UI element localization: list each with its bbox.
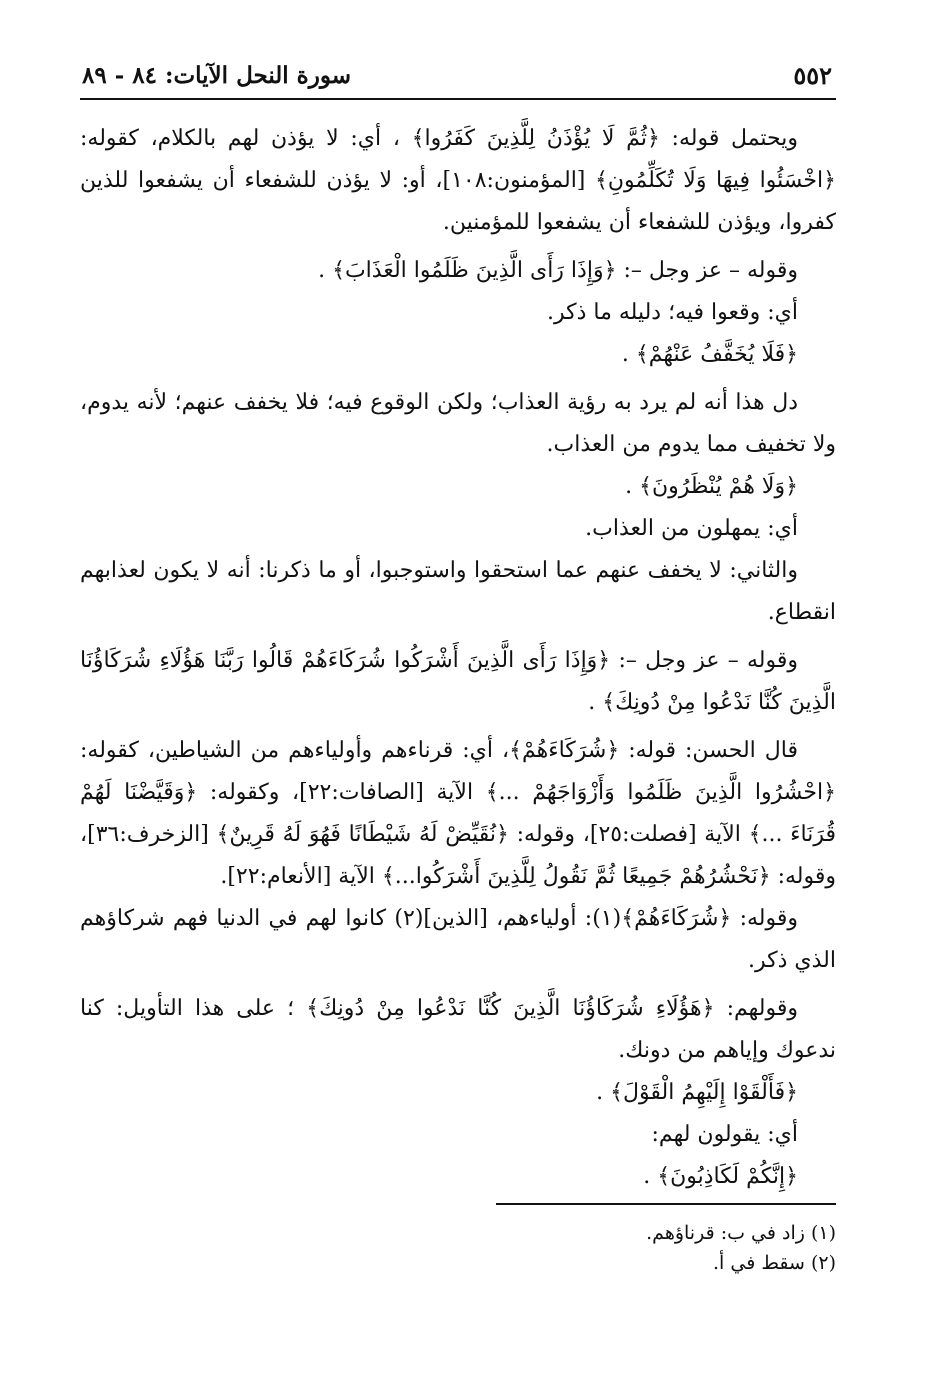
paragraph: وقوله – عز وجل –: ﴿وَإِذَا رَأَى الَّذِينَ ظَلَمُوا الْعَذَابَ﴾ . (318, 258, 798, 283)
quran-verse: ﴿إِنَّكُمْ لَكَاذِبُونَ﴾ . (643, 1164, 798, 1189)
paragraph: وقوله: ﴿شُرَكَاءَهُمْ﴾(١): أولياءهم، [الذين](٢) كانوا لهم في الدنيا فهم شركاؤهم الذي ذكر. (80, 906, 836, 973)
paragraph: وقوله – عز وجل –: ﴿وَإِذَا رَأَى الَّذِينَ أَشْرَكُوا شُرَكَاءَهُمْ قَالُوا رَبَّنَا هَؤُلَاءِ شُرَكَاؤُنَا الَّذِينَ كُنَّا نَدْعُوا مِنْ دُونِكَ﴾ . (80, 648, 836, 715)
paragraph: أي: وقعوا فيه؛ دليله ما ذكر. (547, 300, 798, 325)
paragraph: أي: يمهلون من العذاب. (585, 516, 798, 541)
footnote-divider (496, 1203, 836, 1205)
quran-verse: ﴿فَلَا يُخَفَّفُ عَنْهُمْ﴾ . (621, 342, 798, 367)
page-number: ٥٥٢ (793, 61, 832, 90)
paragraph: ويحتمل قوله: ﴿ثُمَّ لَا يُؤْذَنُ لِلَّذِينَ كَفَرُوا﴾ ، أي: لا يؤذن لهم بالكلام، كقوله: ﴿اخْسَئُوا فِيهَا وَلَا تُكَلِّمُونِ﴾ [المؤمنون:١٠٨]، أو: لا يؤذن للشفعاء أن يشفعوا للذين كفروا، ويؤذن للشفعاء أن يشفعوا للمؤمنين. (80, 126, 836, 235)
paragraph: أي: يقولون لهم: (651, 1122, 798, 1147)
paragraph: دل هذا أنه لم يرد به رؤية العذاب؛ ولكن الوقوع فيه؛ فلا يخفف عنهم؛ لأنه يدوم، ولا تخفيف مما يدوم من العذاب. (80, 390, 836, 457)
paragraph: وقولهم: ﴿هَؤُلَاءِ شُرَكَاؤُنَا الَّذِينَ كُنَّا نَدْعُوا مِنْ دُونِكَ﴾ ؛ على هذا التأويل: كنا ندعوك وإياهم من دونك. (80, 996, 836, 1063)
quran-verse: ﴿وَلَا هُمْ يُنْظَرُونَ﴾ . (625, 474, 798, 499)
paragraph: والثاني: لا يخفف عنهم عما استحقوا واستوجبوا، أو ما ذكرنا: أنه لا يكون لعذابهم انقطاع. (80, 558, 836, 625)
footnote: (٢) سقط في أ. (713, 1252, 836, 1274)
page-header (80, 58, 836, 100)
paragraph: قال الحسن: قوله: ﴿شُرَكَاءَهُمْ﴾، أي: قرناءهم وأولياءهم من الشياطين، كقوله: ﴿احْشُرُوا الَّذِينَ ظَلَمُوا وَأَزْوَاجَهُمْ ...﴾ الآية [الصافات:٢٢]، وكقوله: ﴿وَقَيَّضْنَا لَهُمْ قُرَنَاءَ ...﴾ الآية [فصلت:٢٥]، وقوله: ﴿نُقَيِّضْ لَهُ شَيْطَانًا فَهُوَ لَهُ قَرِينٌ﴾ [الزخرف:٣٦]، وقوله: ﴿نَحْشُرُهُمْ جَمِيعًا ثُمَّ نَقُولُ لِلَّذِينَ أَشْرَكُوا...﴾ الآية [الأنعام:٢٢]. (80, 738, 837, 889)
footnote: (١) زاد في ب: قرناؤهم. (646, 1222, 836, 1244)
quran-verse: ﴿فَأَلْقَوْا إِلَيْهِمُ الْقَوْلَ﴾ . (596, 1080, 798, 1105)
main-text (80, 118, 836, 1198)
running-title: سورة النحل الآيات: ٨٤ - ٨٩ (82, 62, 351, 89)
footnotes (336, 1218, 836, 1278)
